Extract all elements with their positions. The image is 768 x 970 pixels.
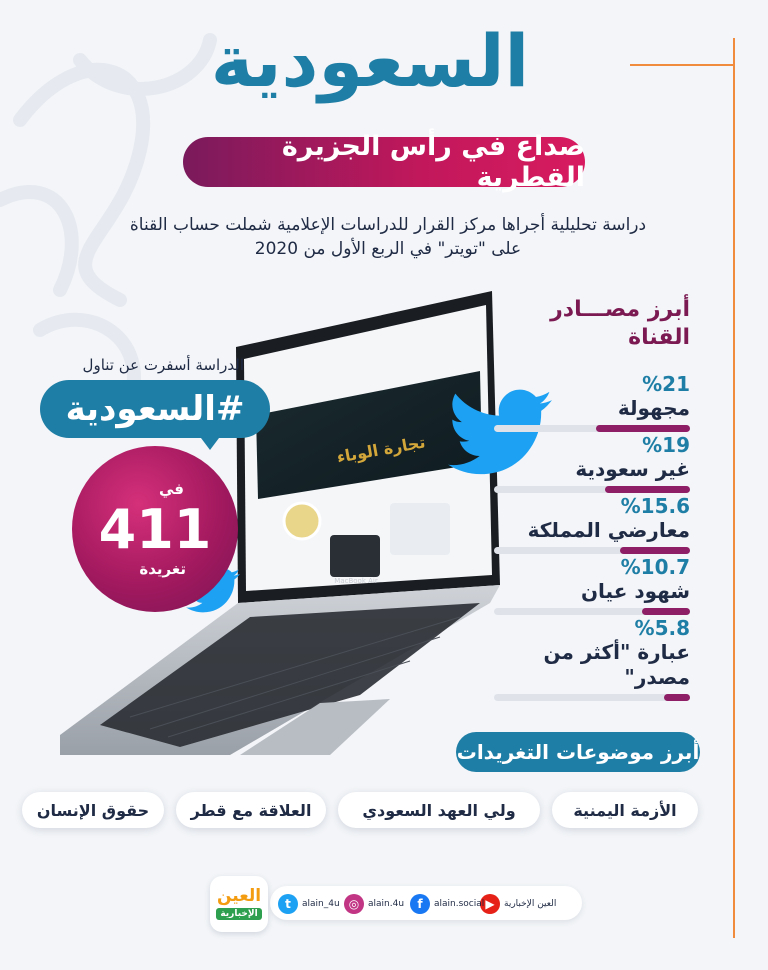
tweet-count: 411 [98,498,212,561]
source-bar-fill [642,608,690,615]
twitter-handle[interactable] [278,894,340,914]
source-percent: %10.7 [620,555,690,579]
source-bar-track [494,425,690,432]
intro-text [80,214,696,262]
tweet-count-circle [72,446,238,612]
source-label: مجهولة [617,396,690,420]
source-label: عبارة "أكثر من مصدر" [543,640,690,689]
source-percent: %15.6 [620,494,690,518]
youtube-icon: ▶ [480,894,500,914]
topic-tag: الأزمة اليمنية [552,792,698,828]
side-accent-tick [630,64,734,66]
screen-post-card-2 [330,535,380,577]
logo-sub-text: الإخبارية [216,908,261,920]
instagram-handle-text: alain.4u [368,899,405,909]
logo-main-text: العين [216,886,262,906]
youtube-handle[interactable] [480,894,556,914]
source-item [490,616,690,701]
count-prefix: في [159,480,184,498]
source-label: غير سعودية [575,457,690,481]
al-ain-logo [210,876,268,932]
source-percent: %19 [642,433,690,457]
intro-line-2: على "تويتر" في الربع الأول من 2020 [254,238,522,259]
source-bar-track [494,694,690,701]
source-label: معارضي المملكة [527,518,690,542]
hashtag-bubble: #السعودية [40,380,270,438]
hashtag-bubble-tail [198,434,222,450]
count-suffix: تغريدة [139,560,186,578]
subtitle-banner: صداع في رأس الجزيرة القطرية [183,137,585,187]
source-bar-track [494,547,690,554]
topic-tag: العلاقة مع قطر [176,792,326,828]
hashtag-caption: الدراسة أسفرت عن تناول [82,356,244,374]
facebook-icon: f [410,894,430,914]
twitter-icon: t [278,894,298,914]
source-item [490,433,690,493]
source-item [490,494,690,554]
source-item [490,555,690,615]
source-bar-fill [620,547,690,554]
source-bar-track [494,486,690,493]
topic-tag: حقوق الإنسان [22,792,164,828]
screen-headline: تجارة الوباء [335,432,427,467]
sources-title-line-2: القناة [628,324,690,350]
instagram-icon: ◎ [344,894,364,914]
source-percent: %21 [642,372,690,396]
topics-title: أبرز موضوعات التغريدات [456,732,700,772]
twitter-handle-text: alain_4u [302,899,340,909]
source-bar-fill [596,425,690,432]
side-accent-line [733,38,735,938]
source-percent: %5.8 [634,616,690,640]
instagram-handle[interactable] [344,894,404,914]
source-bar-fill [664,694,690,701]
facebook-handle[interactable] [410,894,484,914]
intro-line-1: دراسة تحليلية أجراها مركز القرار للدراسات الإعلامية شملت حساب القناة [129,215,647,235]
page-title: السعودية [210,19,530,103]
source-bar-track [494,608,690,615]
sources-title [520,296,690,351]
sources-title-line-1: أبرز مصـــادر [550,297,690,322]
screen-post-card [390,503,450,555]
topic-tag: ولي العهد السعودي [338,792,540,828]
youtube-handle-text: العين الإخبارية [504,899,557,909]
screen-profile-image [284,503,320,539]
source-label: شهود عيان [580,579,690,603]
source-item [490,372,690,432]
facebook-handle-text: alain.social [434,899,485,909]
laptop-model-label: MacBook Air [334,577,378,585]
source-bar-fill [605,486,690,493]
